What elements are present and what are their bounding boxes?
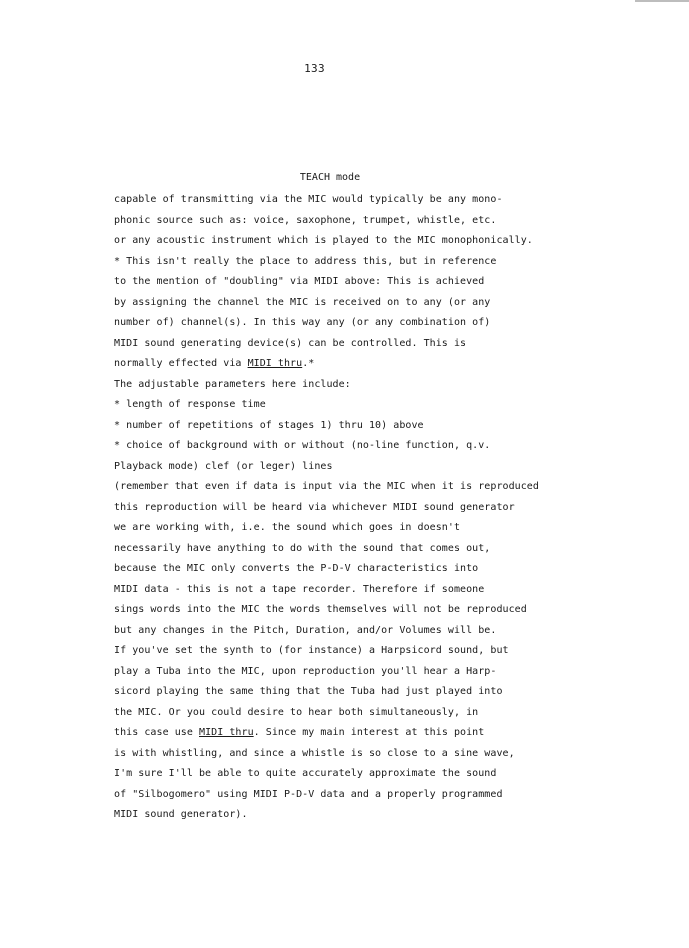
text-line <box>114 723 539 744</box>
text-line <box>114 334 539 355</box>
line-text: capable of transmitting via the MIC would typically be any mono- <box>114 194 503 205</box>
line-text: necessarily have anything to do with the sound that comes out, <box>114 542 491 554</box>
text-line <box>114 313 539 334</box>
line-text: MIDI data - this is not a tape recorder. Therefore if someone <box>114 583 485 595</box>
text-line <box>114 498 539 519</box>
text-line <box>114 662 539 683</box>
underlined-term: MIDI thru <box>199 727 254 738</box>
text-line <box>114 600 539 621</box>
line-text: The adjustable parameters here include: <box>114 378 351 390</box>
line-text: * This isn't really the place to address this, but in reference <box>114 255 497 267</box>
line-text: normally effected via <box>114 358 248 369</box>
line-text-tail: .* <box>302 358 315 369</box>
text-line <box>114 518 539 539</box>
line-text: this case use <box>114 727 199 738</box>
text-line <box>114 395 539 416</box>
text-line <box>114 231 539 252</box>
text-line <box>114 539 539 560</box>
line-text: sicord playing the same thing that the Tuba had just played into <box>114 686 503 697</box>
section-heading: TEACH mode <box>299 172 361 183</box>
text-line <box>114 641 539 662</box>
line-text: MIDI sound generator). <box>114 809 248 820</box>
line-text: number of) channel(s). In this way any (or any combination of) <box>114 317 491 328</box>
text-line <box>114 190 539 211</box>
text-line <box>114 416 539 437</box>
body-text <box>114 190 539 826</box>
line-text-tail: . Since my main interest at this point <box>253 727 485 738</box>
line-text: * length of response time <box>114 399 266 410</box>
line-text: * choice of background with or without (no-line function, q.v. <box>114 440 491 451</box>
text-line <box>114 580 539 601</box>
line-text: * number of repetitions of stages 1) thru 10) above <box>114 419 424 431</box>
text-line <box>114 272 539 293</box>
line-text: is with whistling, and since a whistle is so close to a sine wave, <box>114 747 515 759</box>
line-text: MIDI sound generating device(s) can be controlled. This is <box>114 337 467 349</box>
text-line <box>114 621 539 642</box>
text-line <box>114 293 539 314</box>
text-line <box>114 477 539 498</box>
line-text: (remember that even if data is input via the MIC when it is reproduced <box>114 481 539 492</box>
text-line <box>114 703 539 724</box>
line-text: sings words into the MIC the words themselves will not be reproduced <box>114 604 527 615</box>
page-number: 133 <box>304 62 325 75</box>
text-line <box>114 559 539 580</box>
text-line <box>114 805 539 826</box>
line-text: If you've set the synth to (for instance) a Harpsicord sound, but <box>114 645 509 656</box>
text-line <box>114 436 539 457</box>
line-text: to the mention of "doubling" via MIDI above: This is achieved <box>114 276 485 287</box>
line-text: the MIC. Or you could desire to hear both simultaneously, in <box>114 706 479 718</box>
text-line <box>114 764 539 785</box>
underlined-term: MIDI thru <box>247 358 303 369</box>
text-line <box>114 375 539 396</box>
line-text: or any acoustic instrument which is played to the MIC monophonically. <box>114 235 533 246</box>
line-text: but any changes in the Pitch, Duration, and/or Volumes will be. <box>114 624 497 636</box>
line-text: I'm sure I'll be able to quite accurately approximate the sound <box>114 768 497 779</box>
text-line <box>114 211 539 232</box>
line-text: of "Silbogomero" using MIDI P-D-V data and a properly programmed <box>114 788 503 800</box>
text-line <box>114 457 539 478</box>
line-text: by assigning the channel the MIC is received on to any (or any <box>114 296 491 308</box>
text-line <box>114 785 539 806</box>
text-line <box>114 252 539 273</box>
line-text: play a Tuba into the MIC, upon reproduction you'll hear a Harp- <box>114 665 497 677</box>
line-text: this reproduction will be heard via whichever MIDI sound generator <box>114 501 515 513</box>
line-text: we are working with, i.e. the sound which goes in doesn't <box>114 522 461 533</box>
line-text: because the MIC only converts the P-D-V characteristics into <box>114 563 479 574</box>
line-text: Playback mode) clef (or leger) lines <box>114 460 333 472</box>
scan-edge-mark <box>635 0 689 2</box>
text-line <box>114 744 539 765</box>
line-text: phonic source such as: voice, saxophone, trumpet, whistle, etc. <box>114 214 497 226</box>
text-line <box>114 354 539 375</box>
text-line <box>114 682 539 703</box>
